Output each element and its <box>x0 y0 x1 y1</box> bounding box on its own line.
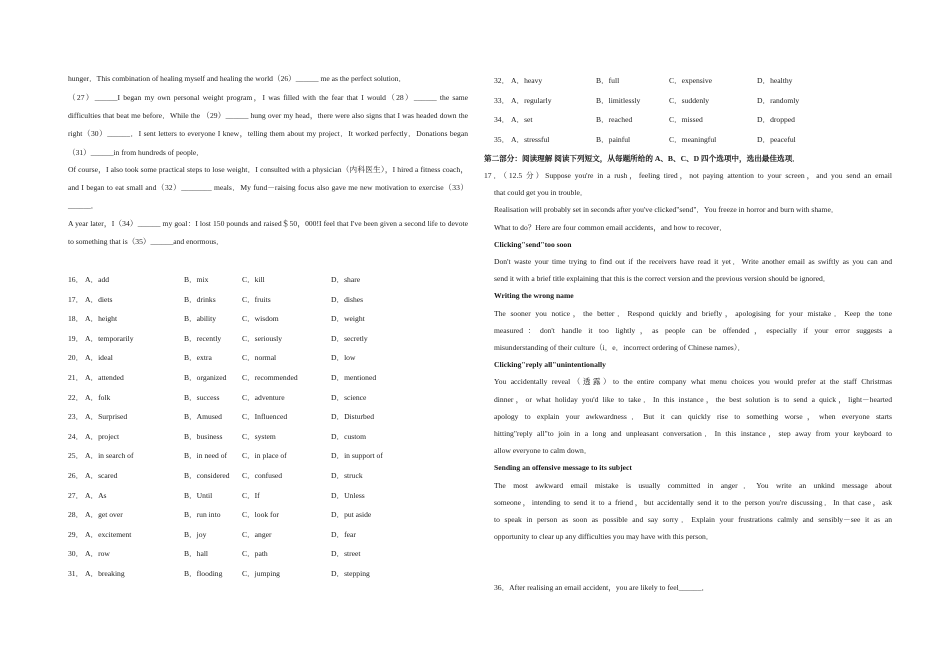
option-a: A．add <box>85 275 110 284</box>
option-num: 19． <box>68 333 84 343</box>
passage-line: Don't waste your time trying to find out if the receivers have read it yet．Write another email as swiftly as you can and <box>494 257 892 266</box>
option-row <box>494 74 892 88</box>
option-row <box>68 489 468 503</box>
option-d: D．put aside <box>331 510 372 520</box>
option-row <box>68 371 468 385</box>
option-num: 30． <box>68 549 84 559</box>
option-b: B．extra <box>184 353 212 363</box>
option-b: B．joy <box>184 529 207 539</box>
option-c: C．recommended <box>242 373 298 382</box>
option-d: D．dishes <box>331 294 364 304</box>
option-row <box>68 312 468 326</box>
option-row <box>68 391 468 405</box>
option-num: 23． <box>68 412 84 422</box>
passage-line: someone，intending to send it to a friend，but accidentally send it to the person you're discussing．In that case，ask <box>494 497 892 507</box>
option-c: C．system <box>242 431 276 441</box>
option-c: C．meaningful <box>669 134 717 144</box>
option-num: 17． <box>68 294 84 304</box>
passage-paragraph-3: Of course，I also took some practical steps to lose weight．I consulted with a physician（内科医生），I hired a fitness coach，and I began to eat small and（32）________ meals．My fund－raising focus also gave me new motivation to exercise（33）______． <box>68 165 468 211</box>
option-b: B．in need of <box>184 451 228 461</box>
option-b: B．organized <box>184 373 227 382</box>
option-d: D．Unless <box>331 490 365 500</box>
option-num: 34． <box>494 115 510 125</box>
option-c: C．path <box>242 549 268 559</box>
option-b: B．recently <box>184 333 222 343</box>
option-a: A．height <box>85 314 118 324</box>
option-a: A．attended <box>85 373 124 382</box>
option-d: D．secretly <box>331 333 368 343</box>
passage-line: apology to explain your awkwardness．But it can quickly rise to something worse，when everyone starts <box>494 411 892 421</box>
option-c: C．wisdom <box>242 314 279 324</box>
passage-line: send it with a brief title explaining that this is the correct version and the previous version should be ignored． <box>494 274 831 284</box>
subheading: Clicking"send"too soon <box>494 239 572 249</box>
option-d: D．low <box>331 353 356 363</box>
option-b: B．ability <box>184 314 217 324</box>
option-d: D．randomly <box>757 95 800 105</box>
option-row <box>68 410 468 424</box>
option-b: B．Amused <box>184 412 222 422</box>
passage-line: allow everyone to calm down． <box>494 446 592 456</box>
option-c: C．expensive <box>669 76 713 85</box>
option-a: A．excitement <box>85 529 132 539</box>
option-a: A．As <box>85 490 107 500</box>
option-c: C．seriously <box>242 333 283 343</box>
subheading: Sending an offensive message to its subject <box>494 463 632 473</box>
option-b: B．business <box>184 431 223 441</box>
option-a: A．set <box>511 115 533 125</box>
option-num: 35． <box>494 134 510 144</box>
subheading: Clicking"reply all"unintentionally <box>494 360 606 370</box>
option-a: A．heavy <box>511 76 543 85</box>
passage-line: opportunity to clear up any difficulties you may have with this person． <box>494 532 714 542</box>
option-row <box>494 113 892 127</box>
passage-line: hitting"reply all"to join in a long and unpleasant conversation．In this instance，step away from your keyboard to <box>494 429 892 438</box>
option-num: 28． <box>68 510 84 520</box>
option-row <box>68 449 468 463</box>
option-row <box>68 293 468 307</box>
option-d: D．fear <box>331 529 356 539</box>
passage-line: measured：don't handle it too lightly，as people can be offended，especially if your error suggests a <box>494 325 892 335</box>
option-d: D．weight <box>331 314 365 324</box>
option-b: B．flooding <box>184 569 223 578</box>
option-num: 32． <box>494 76 510 85</box>
option-c: C．adventure <box>242 392 285 402</box>
option-a: A．folk <box>85 392 111 402</box>
option-row <box>68 508 468 522</box>
option-a: A．get over <box>85 510 123 520</box>
option-row <box>494 94 892 108</box>
option-b: B．Until <box>184 490 213 500</box>
passage-line: Realisation will probably set in seconds after you've clicked"send"．You freeze in horror and burn with shame． <box>494 205 839 215</box>
option-b: B．hall <box>184 549 209 559</box>
passage-line: that could get you in trouble． <box>494 188 588 198</box>
option-c: C．confused <box>242 471 283 480</box>
option-row <box>68 567 468 581</box>
option-row <box>68 430 468 444</box>
option-num: 16． <box>68 275 84 284</box>
option-c: C．in place of <box>242 451 287 461</box>
passage-line: The most awkward email mistake is usually committed in anger．You write an unkind message about <box>494 480 892 490</box>
option-a: A．temporarily <box>85 333 134 343</box>
passage-line: What to do？Here are four common email accidents，and how to recover． <box>494 222 727 232</box>
option-c: C．look for <box>242 510 279 520</box>
option-d: D．healthy <box>757 76 793 85</box>
option-b: B．limitlessly <box>596 95 641 105</box>
option-c: C．jumping <box>242 569 280 578</box>
option-num: 33． <box>494 95 510 105</box>
option-d: D．stepping <box>331 569 370 578</box>
option-a: A．Surprised <box>85 412 128 422</box>
option-a: A．regularly <box>511 95 552 105</box>
option-row <box>68 469 468 483</box>
passage-paragraph-2: （27）______I began my own personal weight program，I was filled with the fear that I would（28）______ the same difficulties that beat me before．While the （29）______ hung over my head，there were also signs that I was headed down the right（30）______．I sent letters to everyone I knew，telling them about my project．It worked perfectly．Donations began （31）______in from hundreds of people． <box>68 93 468 157</box>
option-row <box>68 273 468 287</box>
option-c: C．kill <box>242 275 265 284</box>
option-c: C．Influenced <box>242 412 288 422</box>
question-36: 36．After realising an email accident，you are likely to feel______． <box>494 583 710 592</box>
option-num: 26． <box>68 471 84 480</box>
passage-line: You accidentally reveal（透露）to the entire company what menu choices you would prefer at the staff Christmas <box>494 377 892 387</box>
option-d: D．Disturbed <box>331 412 375 422</box>
option-b: B．success <box>184 392 220 402</box>
option-d: D．custom <box>331 431 367 441</box>
passage-line: to speak in person as soon as possible and say sorry．Explain your frustrations calmly and sensibly－see it as an <box>494 515 892 524</box>
option-num: 27． <box>68 490 84 500</box>
option-num: 20． <box>68 353 84 363</box>
option-c: C．If <box>242 490 260 500</box>
option-c: C．missed <box>669 115 703 125</box>
option-num: 22． <box>68 392 84 402</box>
option-a: A．row <box>85 549 110 559</box>
passage-line: dinner，or what holiday you'd like to take．In this instance，the best solution is to send a quick，light－hearted <box>494 394 892 404</box>
option-num: 29． <box>68 529 84 539</box>
option-row <box>68 528 468 542</box>
option-a: A．stressful <box>511 134 550 144</box>
option-num: 25． <box>68 451 84 461</box>
option-num: 24． <box>68 431 84 441</box>
option-d: D．peaceful <box>757 134 796 144</box>
section-heading: 第二部分：阅读理解 阅读下列短文，从每题所给的 A、B、C、D 四个选项中，选出最佳选项． <box>484 154 800 163</box>
passage-line: 17．（12.5 分）Suppose you're in a rush，feeling tired，not paying attention to your screen，and you send an email <box>484 171 892 180</box>
option-a: A．project <box>85 431 120 441</box>
passage-paragraph-1: hunger．This combination of healing myself and healing the world（26）______ me as the perfect solution． <box>68 74 407 83</box>
passage-paragraph-4: A year later，I（34）______ my goal：I lost 150 pounds and raised＄50，000!I feel that I've been given a second life to devote to something that is（35）______and enormous． <box>68 219 468 247</box>
option-a: A．scared <box>85 471 118 480</box>
option-d: D．struck <box>331 471 363 480</box>
option-d: D．science <box>331 392 367 402</box>
option-b: B．painful <box>596 134 631 144</box>
option-row <box>494 133 892 147</box>
option-a: A．diets <box>85 294 113 304</box>
option-b: B．considered <box>184 471 230 480</box>
option-num: 21． <box>68 373 84 382</box>
option-c: C．anger <box>242 529 272 539</box>
option-d: D．street <box>331 549 361 559</box>
subheading: Writing the wrong name <box>494 291 574 301</box>
option-a: A．in search of <box>85 451 134 461</box>
option-a: A．ideal <box>85 353 113 363</box>
option-row <box>68 547 468 561</box>
option-d: D．mentioned <box>331 373 377 382</box>
option-d: D．in support of <box>331 451 383 461</box>
option-row <box>68 332 468 346</box>
passage-line: misunderstanding of their culture（i．e．incorrect ordering of Chinese names）． <box>494 343 746 352</box>
option-b: B．run into <box>184 510 221 520</box>
passage-line: The sooner you notice，the better．Respond quickly and briefly，apologising for your mistake．Keep the tone <box>494 308 892 318</box>
option-c: C．fruits <box>242 294 271 304</box>
option-b: B．reached <box>596 115 633 125</box>
option-a: A．breaking <box>85 569 125 578</box>
option-row <box>68 351 468 365</box>
option-num: 31． <box>68 569 84 578</box>
option-d: D．dropped <box>757 115 795 125</box>
option-b: B．drinks <box>184 294 216 304</box>
option-num: 18． <box>68 314 84 324</box>
option-d: D．share <box>331 275 361 284</box>
option-c: C．normal <box>242 353 277 363</box>
option-b: B．mix <box>184 275 209 284</box>
option-c: C．suddenly <box>669 95 710 105</box>
option-b: B．full <box>596 76 620 85</box>
